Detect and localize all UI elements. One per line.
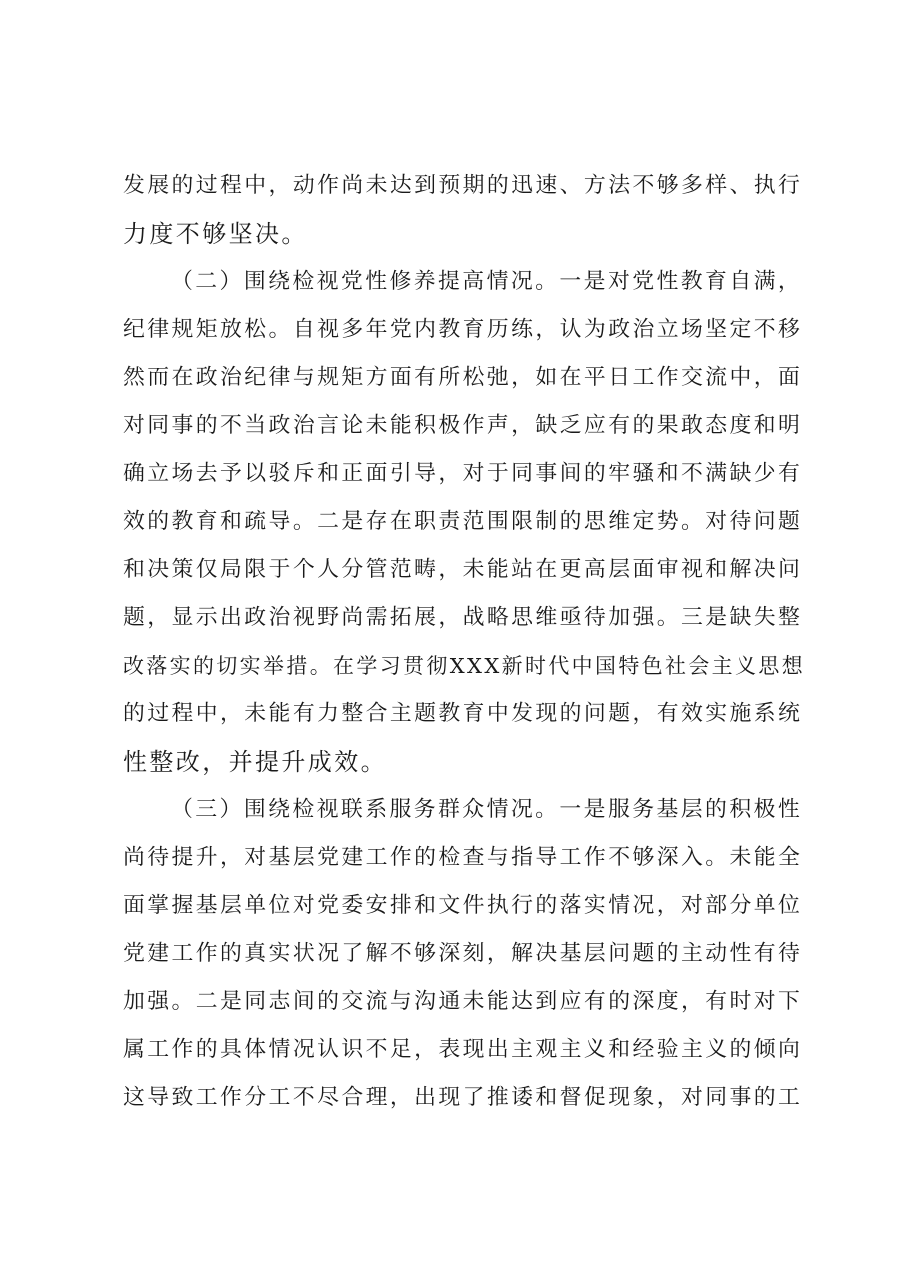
text-line: 面掌握基层单位对党委安排和文件执行的落实情况，对部分单位 [123,893,803,918]
body-text [123,162,806,1122]
text-line: 题，显示出政治视野尚需拓展，战略思维亟待加强。三是缺失整 [123,605,803,630]
text-line: 加强。二是同志间的交流与沟通未能达到应有的深度，有时对下 [123,989,803,1014]
text-line: 确立场去予以驳斥和正面引导，对于同事间的牢骚和不满缺少有 [123,461,803,486]
text-line: 这导致工作分工不尽合理，出现了推诿和督促现象，对同事的工 [123,1085,803,1110]
text-line: 力度不够坚决。 [123,220,308,248]
text-line: 纪律规矩放松。自视多年党内教育历练，认为政治立场坚定不移 [123,317,803,342]
text-line: 然而在政治纪律与规矩方面有所松弛，如在平日工作交流中，面 [123,365,803,390]
section-heading-line: （二）围绕检视党性修养提高情况。一是对党性教育自满， [171,269,803,294]
text-line: 和决策仅局限于个人分管范畴，未能站在更高层面审视和解决问 [123,557,803,582]
text-line: 党建工作的真实状况了解不够深刻，解决基层问题的主动性有待 [123,941,803,966]
text-line: 尚待提升，对基层党建工作的检查与指导工作不够深入。未能全 [123,845,803,870]
text-line: 性整改，并提升成效。 [123,748,387,776]
section-heading-line: （三）围绕检视联系服务群众情况。一是服务基层的积极性 [171,797,803,822]
text-line: 属工作的具体情况认识不足，表现出主观主义和经验主义的倾向 [123,1037,803,1062]
text-line: 效的教育和疏导。二是存在职责范围限制的思维定势。对待问题 [123,509,803,534]
text-line: 对同事的不当政治言论未能积极作声，缺乏应有的果敢态度和明 [123,413,803,438]
text-line: 发展的过程中，动作尚未达到预期的迅速、方法不够多样、执行 [123,173,803,198]
text-line: 改落实的切实举措。在学习贯彻XXX新时代中国特色社会主义思想 [123,654,806,678]
text-line: 的过程中，未能有力整合主题教育中发现的问题，有效实施系统 [123,701,803,726]
